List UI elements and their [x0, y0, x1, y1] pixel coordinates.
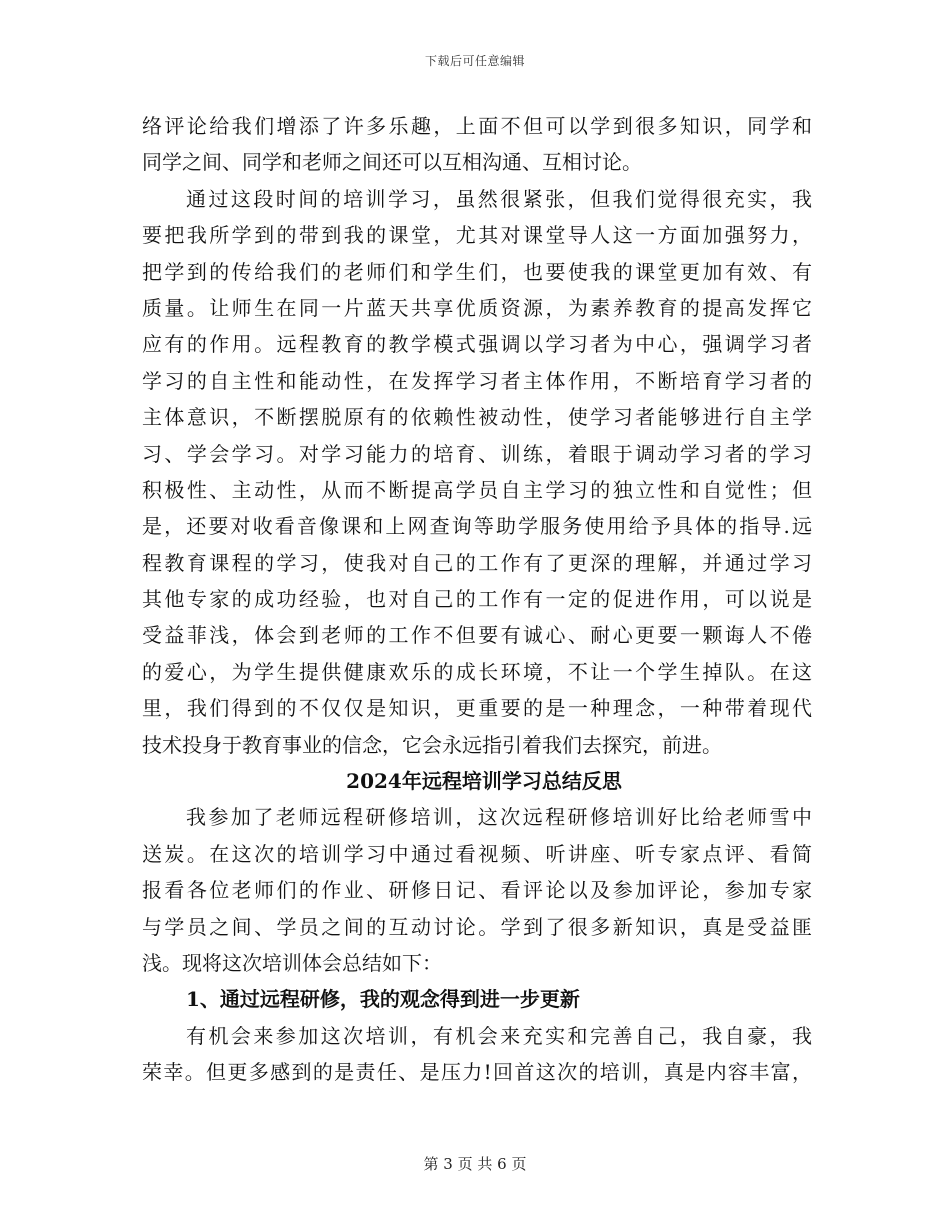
text-line: 报看各位老师们的作业、研修日记、看评论以及参加评论，参加专家 — [142, 878, 812, 903]
text-line: 有机会来参加这次培训，有机会来充实和完善自己，我自豪，我 — [186, 1023, 812, 1048]
text-line: 与学员之间、学员之间的互动讨论。学到了很多新知识，真是受益匪 — [142, 914, 812, 939]
text-line: 要把我所学到的带到我的课堂，尤其对课堂导人这一方面加强努力， — [142, 223, 812, 248]
text-line: 里，我们得到的不仅仅是知识，更重要的是一种理念，一种带着现代 — [142, 696, 812, 721]
text-line: 其他专家的成功经验，也对自己的工作有一定的促进作用，可以说是 — [142, 587, 812, 612]
subsection-heading: 1、通过远程研修，我的观念得到进一步更新 — [186, 987, 580, 1012]
page-header: 下载后可任意编辑 — [424, 54, 525, 68]
text-line: 应有的作用。远程教育的教学模式强调以学习者为中心，强调学习者 — [142, 332, 812, 357]
text-line: 受益菲浅，体会到老师的工作不但要有诚心、耐心更要一颗诲人不倦 — [142, 623, 812, 648]
text-line: 的爱心，为学生提供健康欢乐的成长环境，不让一个学生掉队。在这 — [142, 659, 812, 684]
text-line: 质量。让师生在同一片蓝天共享优质资源，为素养教育的提高发挥它 — [142, 295, 812, 320]
text-line: 同学之间、同学和老师之间还可以互相沟通、互相讨论。 — [142, 150, 642, 175]
text-line: 主体意识，不断摆脱原有的依赖性被动性，使学习者能够进行自主学 — [142, 405, 812, 430]
text-line: 络评论给我们增添了许多乐趣，上面不但可以学到很多知识，同学和 — [142, 114, 812, 138]
text-line: 通过这段时间的培训学习，虽然很紧张，但我们觉得很充实，我 — [186, 186, 812, 211]
text-line: 积极性、主动性，从而不断提高学员自主学习的独立性和自觉性；但 — [142, 477, 812, 502]
text-line: 把学到的传给我们的老师们和学生们，也要使我的课堂更加有效、有 — [142, 259, 812, 284]
section-title: 2024年远程培训学习总结反思 — [346, 769, 622, 794]
text-line: 送炭。在这次的培训学习中通过看视频、听讲座、听专家点评、看简 — [142, 841, 812, 866]
text-line: 是，还要对收看音像课和上网查询等助学服务使用给予具体的指导.远 — [142, 514, 812, 539]
text-line: 习、学会学习。对学习能力的培育、训练，着眼于调动学习者的学习 — [142, 441, 812, 466]
text-line: 学习的自主性和能动性，在发挥学习者主体作用，不断培育学习者的 — [142, 368, 812, 393]
text-line: 我参加了老师远程研修培训，这次远程研修培训好比给老师雪中 — [186, 805, 812, 830]
text-line: 浅。现将这次培训体会总结如下： — [142, 950, 442, 975]
document-body — [142, 108, 812, 1091]
text-line: 程教育课程的学习，使我对自己的工作有了更深的理解，并通过学习 — [142, 550, 812, 575]
text-line: 技术投身于教育事业的信念，它会永远指引着我们去探究，前进。 — [142, 732, 722, 757]
page-footer: 第 3 页 共 6 页 — [423, 1155, 527, 1173]
text-line: 荣幸。但更多感到的是责任、是压力!回首这次的培训，真是内容丰富， — [142, 1060, 812, 1085]
